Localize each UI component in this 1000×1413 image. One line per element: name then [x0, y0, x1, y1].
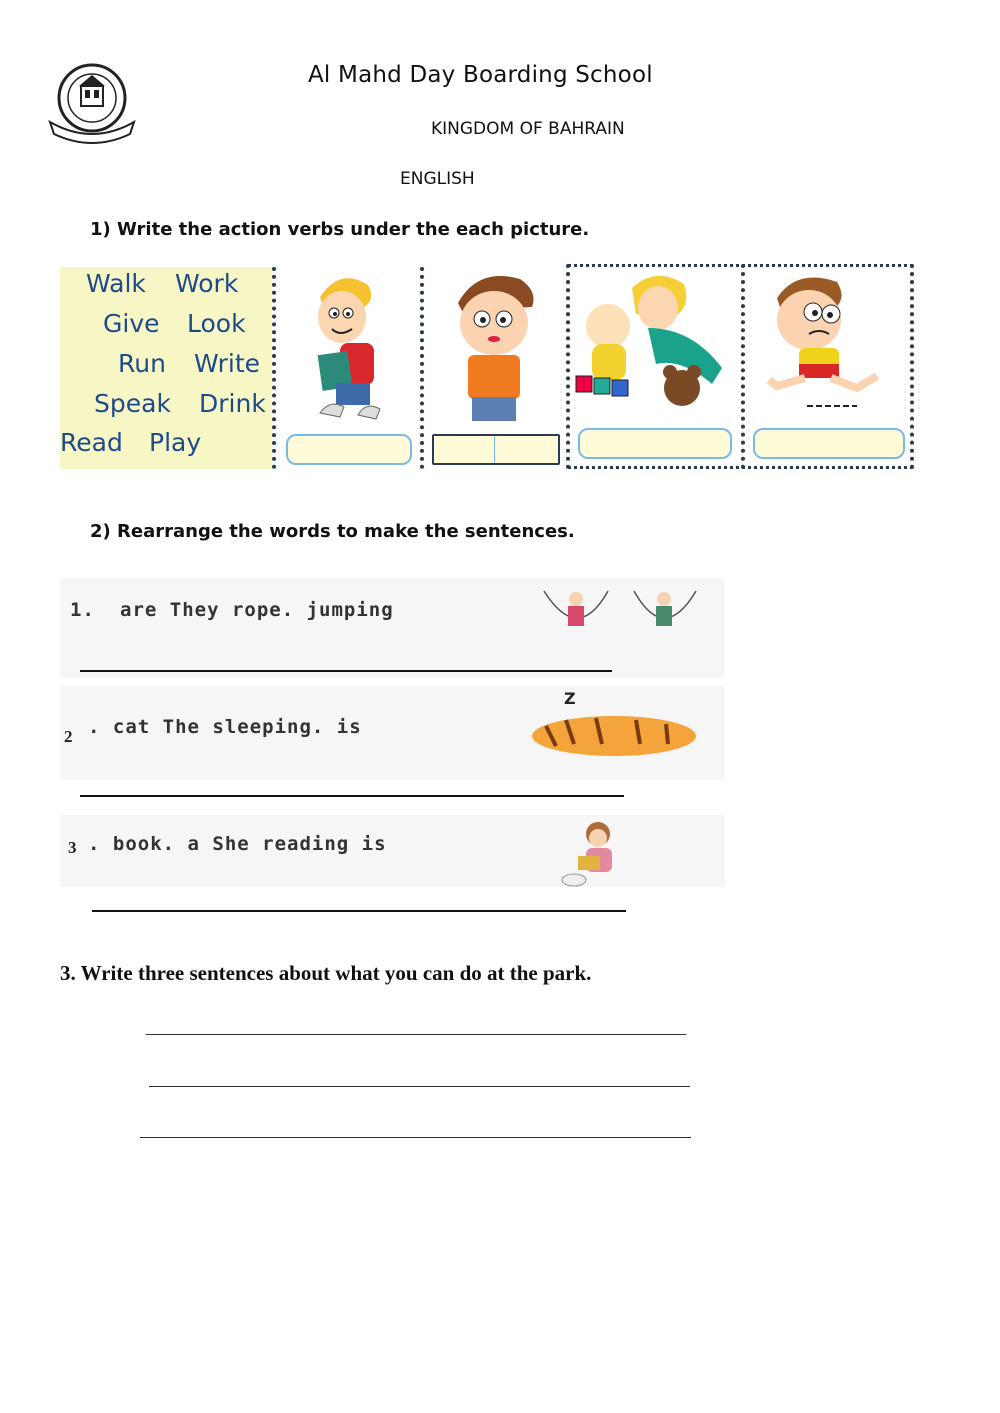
sentence-2-words: . cat The sleeping. is	[88, 716, 362, 738]
answer-box-3[interactable]	[578, 428, 732, 459]
word-bank-item: Work	[175, 269, 239, 298]
answer-line-1[interactable]	[80, 670, 612, 672]
word-bank-item: Run	[118, 349, 166, 378]
woman-baby-blocks-icon	[572, 268, 738, 428]
school-logo	[46, 60, 140, 146]
subject-label: ENGLISH	[400, 169, 475, 189]
park-answer-line-1[interactable]	[146, 1034, 686, 1035]
school-name: Al Mahd Day Boarding School	[308, 62, 653, 88]
answer-line-2[interactable]	[80, 795, 624, 797]
boy-thinking-icon	[428, 267, 562, 427]
word-bank-item: Read	[60, 428, 123, 457]
card-divider	[420, 267, 424, 469]
word-bank-item: Speak	[94, 389, 171, 418]
picture-card-giving	[572, 268, 738, 464]
word-bank	[60, 267, 272, 469]
box-divider	[494, 436, 495, 463]
card-divider	[566, 264, 570, 469]
card-divider	[910, 264, 914, 469]
sentence-1-number: 1.	[70, 599, 95, 621]
park-answer-line-3[interactable]	[140, 1137, 691, 1138]
answer-line-3[interactable]	[92, 910, 626, 912]
boy-running-icon	[747, 268, 907, 428]
country-label: KINGDOM OF BAHRAIN	[431, 119, 625, 139]
card-border	[568, 466, 913, 469]
section2-instruction: 2) Rearrange the words to make the sentences.	[90, 521, 575, 542]
sentence-1-words: are They rope. jumping	[120, 599, 394, 621]
word-bank-item: Write	[194, 349, 261, 378]
sentence-3-number: 3	[68, 838, 77, 857]
sentence-2-number: 2	[64, 727, 73, 746]
word-bank-item: Play	[149, 428, 202, 457]
word-bank-item: Look	[187, 309, 246, 338]
word-bank-item: Give	[103, 309, 160, 338]
svg-text:Z: Z	[564, 689, 576, 708]
card-border	[568, 264, 913, 267]
section1-instruction: 1) Write the action verbs under the each picture.	[90, 219, 590, 240]
picture-card-running	[747, 268, 907, 464]
answer-box-4[interactable]	[753, 428, 905, 459]
word-bank-item: Drink	[199, 389, 266, 418]
card-divider	[272, 267, 276, 469]
picture-card-thinking	[428, 267, 562, 467]
girl-reading-icon	[556, 820, 632, 892]
park-answer-line-2[interactable]	[149, 1086, 690, 1087]
jumping-rope-kids-icon	[538, 585, 708, 641]
answer-box-1[interactable]	[286, 434, 412, 465]
boy-reading-book-icon	[280, 267, 416, 427]
sleeping-cat-icon	[526, 686, 702, 760]
word-bank-item: Walk	[86, 269, 146, 298]
card-divider	[741, 264, 745, 469]
sentence-3-words: . book. a She reading is	[88, 833, 387, 855]
picture-card-reading	[280, 267, 416, 467]
answer-box-2[interactable]	[432, 434, 560, 465]
section3-instruction: 3. Write three sentences about what you can do at the park.	[60, 961, 592, 985]
